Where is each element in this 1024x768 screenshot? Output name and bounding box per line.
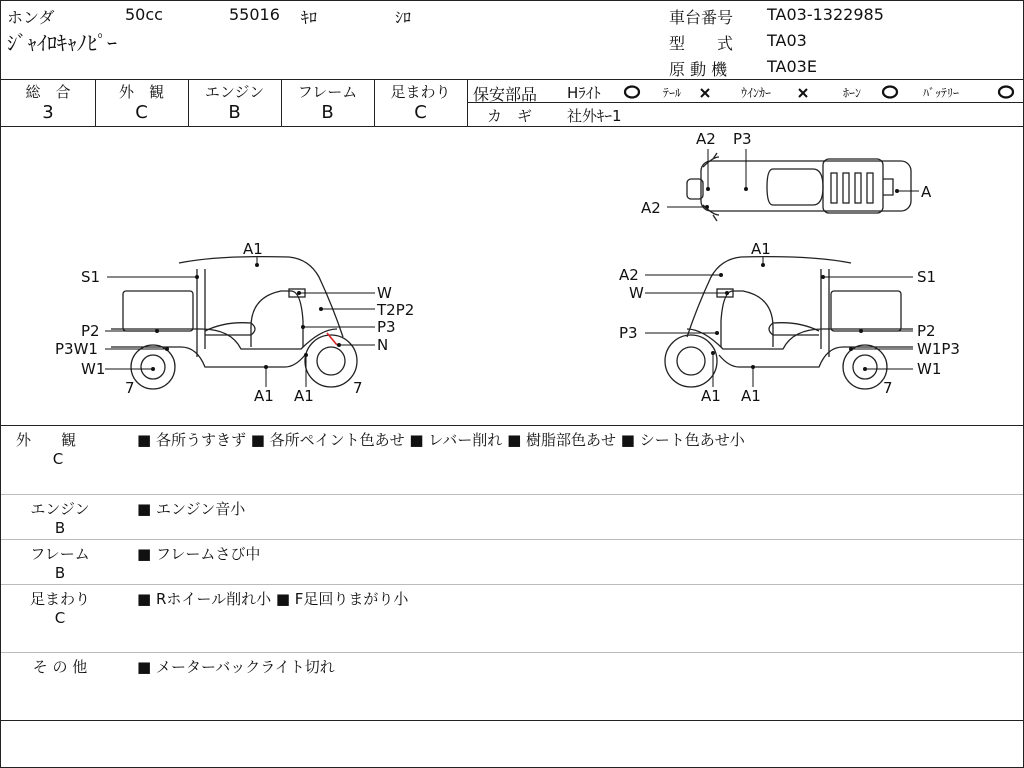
section-remarks-suspension: ■ Rホイール削れ小 ■ F足回りまがり小: [137, 590, 409, 608]
diagram-label: W: [377, 284, 392, 302]
diagram-label: A: [921, 183, 932, 201]
mileage-unit: ｷﾛ: [301, 8, 318, 27]
chassis-number: TA03-1322985: [767, 5, 884, 24]
diagram-label: P2: [917, 322, 936, 340]
diagram-label: 7: [353, 379, 363, 397]
diagram-label: A2: [641, 199, 661, 217]
horn-label: ﾎｰﾝ: [843, 86, 862, 100]
engine-grade-label: エンジン: [204, 83, 265, 101]
diagram-label: P3: [377, 318, 396, 336]
diagram-label: T2P2: [377, 301, 415, 319]
diagram-label: 7: [125, 379, 135, 397]
diagram-label: A2: [619, 266, 639, 284]
diagram-label: W1P3: [917, 340, 960, 358]
section-grade-frame: B: [54, 564, 66, 582]
section-remarks-exterior: ■ 各所うすきず ■ 各所ペイント色あせ ■ レバー削れ ■ 樹脂部色あせ ■ シート色あせ小: [137, 431, 745, 449]
diagram-label: A1: [294, 387, 314, 405]
section-remarks-frame: ■ フレームさび中: [137, 545, 261, 563]
tail-label: ﾃｰﾙ: [663, 86, 682, 100]
diagram-label: A1: [243, 240, 263, 258]
chassis-label: 車台番号: [669, 8, 734, 27]
divider: [1, 652, 1023, 653]
section-grade-suspension: C: [54, 609, 66, 627]
total-grade-value: 3: [42, 102, 54, 123]
divider: [1, 720, 1023, 721]
section-remarks-other: ■ メーターバックライト切れ: [137, 658, 335, 676]
key-value: 社外ｷｰ1: [567, 107, 622, 125]
frame-grade-value: B: [321, 102, 334, 123]
engine-model-label: 原 動 機: [669, 60, 728, 79]
type-label: 型 式: [669, 34, 734, 53]
frame-grade-label: フレーム: [297, 83, 358, 101]
safety-parts-title: 保安部品: [473, 85, 538, 104]
headlight-label: Hﾗｲﾄ: [567, 84, 601, 102]
diagram-label: W: [629, 284, 644, 302]
engine-model-value: TA03E: [767, 57, 817, 76]
section-label-frame: フレーム: [30, 545, 90, 563]
vehicle-damage-diagram: [1, 1, 1023, 425]
divider: [1, 494, 1023, 495]
section-grade-exterior: C: [52, 450, 64, 468]
diagram-label: A1: [741, 387, 761, 405]
diagram-label: S1: [81, 268, 101, 286]
type-value: TA03: [767, 31, 807, 50]
diagram-label: A1: [254, 387, 274, 405]
winker-label: ｳｲﾝｶｰ: [741, 86, 772, 100]
section-grade-engine: B: [54, 519, 66, 537]
exterior-grade-label: 外 観: [118, 83, 164, 101]
engine-grade-value: B: [228, 102, 241, 123]
section-label-suspension: 足まわり: [29, 590, 90, 608]
divider: [1, 425, 1023, 426]
diagram-label: 7: [883, 379, 893, 397]
total-grade-label: 総 合: [25, 83, 71, 101]
section-label-exterior: 外 観: [15, 431, 76, 449]
divider: [1, 584, 1023, 585]
diagram-label: P3: [733, 130, 752, 148]
section-label-other: そ の 他: [32, 658, 88, 676]
displacement: 50cc: [125, 5, 163, 24]
diagram-label: A1: [701, 387, 721, 405]
color: ｼﾛ: [395, 8, 412, 27]
battery-label: ﾊﾞｯﾃﾘｰ: [923, 86, 960, 100]
diagram-label: W1: [917, 360, 942, 378]
maker: ホンダ: [7, 8, 55, 27]
diagram-label: P3: [619, 324, 638, 342]
mileage: 55016: [229, 5, 280, 24]
top-view-drawing: [687, 153, 911, 221]
diagram-label: N: [377, 336, 389, 354]
section-label-engine: エンジン: [30, 500, 90, 518]
diagram-label: W1: [81, 360, 106, 378]
diagram-label: A2: [696, 130, 716, 148]
divider: [1, 539, 1023, 540]
diagram-label: P2: [81, 322, 100, 340]
exterior-grade-value: C: [135, 102, 148, 123]
model-name: ｼﾞｬｲﾛｷｬﾉﾋﾟｰ: [7, 31, 117, 55]
key-label: カ ギ: [487, 107, 533, 125]
section-remarks-engine: ■ エンジン音小: [137, 500, 246, 518]
diagram-label: S1: [917, 268, 937, 286]
suspension-grade-label: 足まわり: [390, 83, 451, 101]
suspension-grade-value: C: [414, 102, 427, 123]
diagram-label: A1: [751, 240, 771, 258]
diagram-label: P3W1: [55, 340, 98, 358]
